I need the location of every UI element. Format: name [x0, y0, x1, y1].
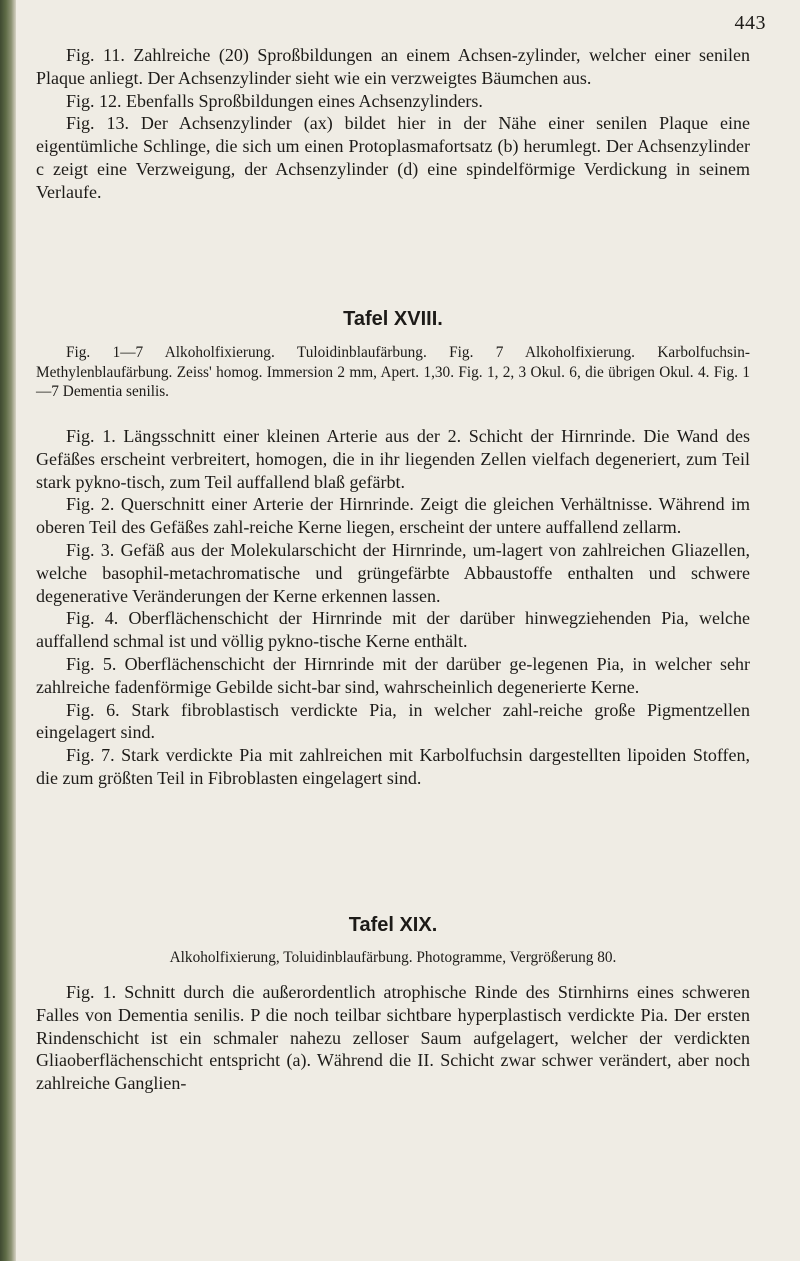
tafel-xix-figures — [36, 981, 750, 1095]
tafel-xviii-heading: Tafel XVIII. — [343, 308, 443, 330]
tafel-xviii-fig-2: Fig. 2. Querschnitt einer Arterie der Hirnrinde. Zeigt die gleichen Verhältnisse. Während im oberen Teil des Gefäßes zahl-reiche Kerne liegen, erscheint der untere auffallend zellarm. — [36, 494, 750, 538]
tafel-xix-fig-1: Fig. 1. Schnitt durch die außerordentlich atrophische Rinde des Stirnhirns eines schweren Falles von Dementia senilis. P die noch teilbar sichtbare hyperplastisch verdickte Pia. Der ersten Rindenschicht ist ein schmaler nahezu zelloser Saum aufgelagert, welcher der verdickten Gliaoberflächenschicht entspricht (a). Während die II. Schicht zwar schwer verändert, aber noch zahlreiche Ganglien- — [36, 982, 750, 1094]
tafel-xviii-fig-5: Fig. 5. Oberflächenschicht der Hirnrinde mit der darüber ge-legenen Pia, in welcher sehr zahlreiche fadenförmige Gebilde sicht-bar sind, wahrscheinlich degenerierte Kerne. — [36, 653, 750, 697]
tafel-xviii-heading-wrap — [36, 308, 750, 331]
tafel-xviii-fig-4: Fig. 4. Oberflächenschicht der Hirnrinde mit der darüber hinwegziehenden Pia, welche auffallend schmal ist und völlig pykno-tische Kerne enthält. — [36, 608, 750, 652]
caption-fig-11: Fig. 11. Zahlreiche (20) Sproßbildungen an einem Achsen-zylinder, welcher einer senilen Plaque anliegt. Der Achsenzylinder sieht wie ein verzweigtes Bäumchen aus. — [36, 45, 750, 88]
caption-fig-13: Fig. 13. Der Achsenzylinder (ax) bildet hier in der Nähe einer senilen Plaque eine eigentümliche Schlinge, die sich um einen Protoplasmafortsatz (b) herumlegt. Der Achsenzylinder c zeigt eine Verzweigung, der Achsenzylinder (d) eine spindelförmige Verdickung in seinem Verlaufe. — [36, 113, 750, 202]
tafel-xix-note: Alkoholfixierung, Toluidinblaufärbung. Photogramme, Vergrößerung 80. — [169, 949, 617, 966]
tafel-xviii-fig-3: Fig. 3. Gefäß aus der Molekularschicht der Hirnrinde, um-lagert von zahlreichen Gliazellen, welche basophil-metachromatische und grüngefärbte Abbaustoffe enthalten und schwere degenerative Veränderungen der Kerne erkennen lassen. — [36, 539, 750, 606]
book-page — [36, 0, 776, 1261]
tafel-xix-heading: Tafel XIX. — [348, 914, 438, 936]
intro-figure-captions — [36, 44, 750, 204]
tafel-xviii-note: Fig. 1—7 Alkoholfixierung. Tuloidinblaufärbung. Fig. 7 Alkoholfixierung. Karbolfuchsin-Methylenblaufärbung. Zeiss' homog. Immersion 2 mm, Apert. 1,30. Fig. 1, 2, 3 Okul. 6, die übrigen Okul. 4. Fig. 1—7 Dementia senilis. — [36, 344, 750, 400]
tafel-xviii-fig-6: Fig. 6. Stark fibroblastisch verdickte Pia, in welcher zahl-reiche große Pigmentzellen eingelagert sind. — [36, 699, 750, 743]
tafel-xviii-fig-1: Fig. 1. Längsschnitt einer kleinen Arterie aus der 2. Schicht der Hirnrinde. Die Wand des Gefäßes erscheint verbreitert, homogen, die in ihr liegenden Zellen vielfach degeneriert, zum Teil stark pykno-tisch, zum Teil auffallend blaß gefärbt. — [36, 426, 750, 492]
tafel-xix-heading-wrap — [36, 914, 750, 937]
tafel-xviii-figures — [36, 425, 750, 790]
page-number: 443 — [734, 12, 766, 34]
tafel-xix-note-wrap — [36, 947, 750, 970]
book-binding-edge — [0, 0, 16, 1261]
tafel-xviii-note-wrap — [36, 343, 750, 402]
caption-fig-12: Fig. 12. Ebenfalls Sproßbildungen eines Achsenzylinders. — [66, 90, 483, 111]
tafel-xviii-fig-7: Fig. 7. Stark verdickte Pia mit zahlreichen mit Karbolfuchsin dargestellten lipoiden Stoffen, die zum größten Teil in Fibroblasten eingelagert sind. — [36, 745, 750, 788]
